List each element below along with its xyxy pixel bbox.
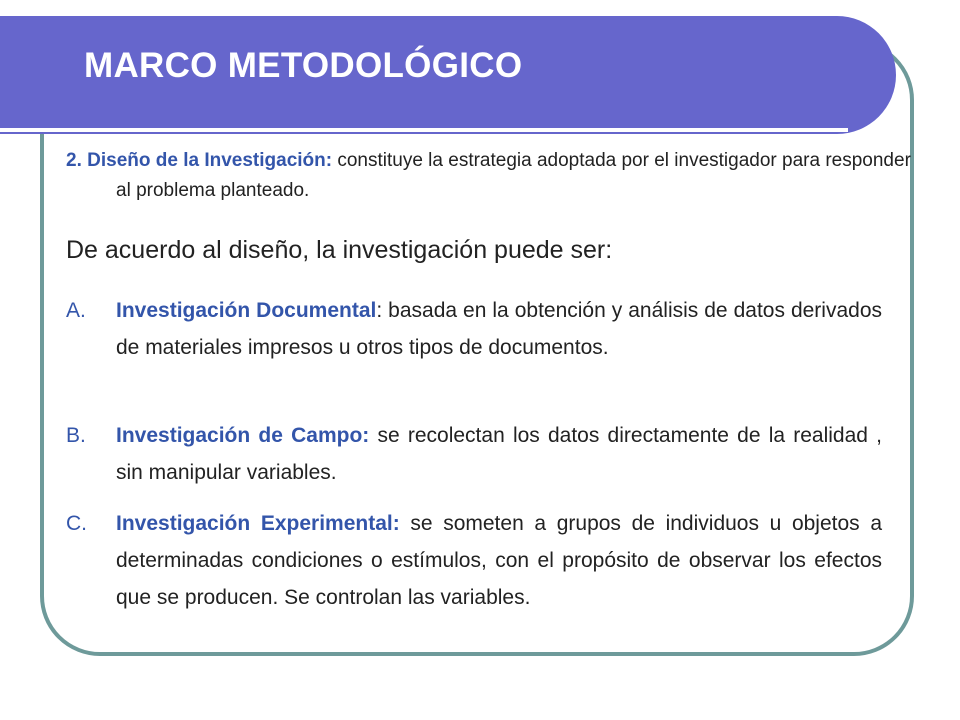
term-campo: Investigación de Campo: (116, 424, 370, 447)
list-item-experimental (66, 505, 882, 616)
design-definition (66, 146, 916, 206)
description-documental: : basada en la obtención y análisis de datos derivados de materiales impresos u otros tipos de documentos. (116, 299, 882, 359)
title-underline (0, 128, 848, 132)
design-label: 2. Diseño de la Investigación: (66, 150, 333, 171)
slide-title: MARCO METODOLÓGICO (84, 46, 523, 85)
description-experimental: se someten a grupos de individuos u objetos a determinadas condiciones o estímulos, con el propósito de observar los efectos que se producen. Se controlan las variables. (116, 512, 882, 609)
term-experimental: Investigación Experimental: (116, 512, 400, 535)
description-campo: se recolectan los datos directamente de la realidad , sin manipular variables. (116, 424, 883, 484)
intro-statement: De acuerdo al diseño, la investigación puede ser: (66, 236, 613, 264)
design-text: constituye la estrategia adoptada por el investigador para responder al problema planteado. (116, 150, 911, 201)
term-documental: Investigación Documental (116, 299, 377, 322)
list-marker: C. (66, 512, 87, 535)
list-marker: A. (66, 299, 86, 322)
list-marker: B. (66, 424, 86, 447)
list-item-documental (66, 292, 882, 366)
list-item-campo (66, 417, 882, 491)
